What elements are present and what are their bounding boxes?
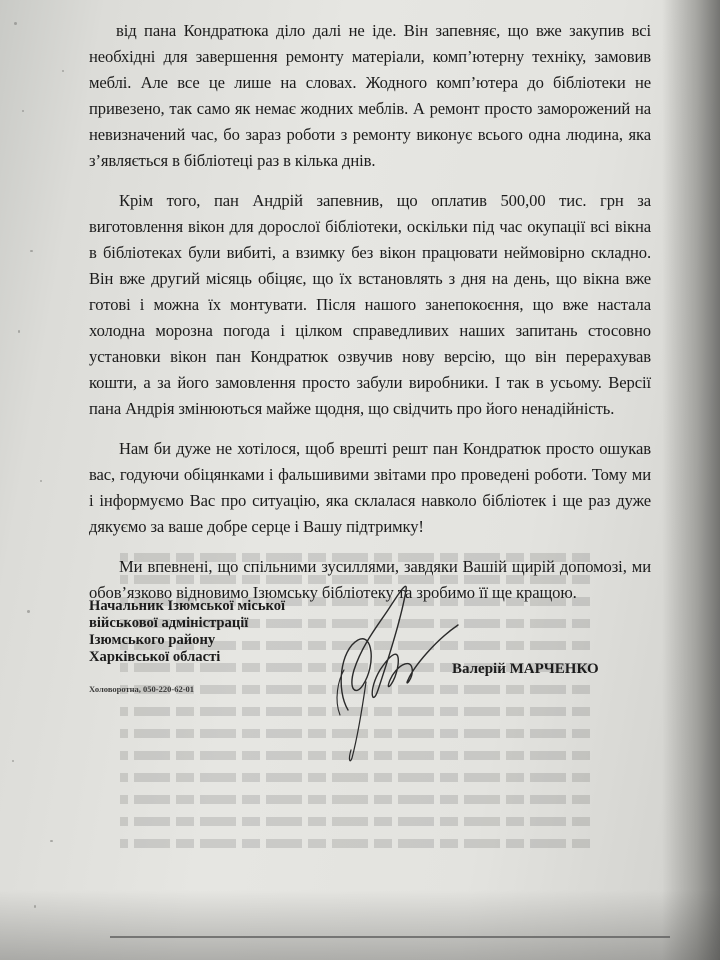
signatory-title-line: військової адміністрації (89, 615, 249, 631)
scan-speck (27, 610, 30, 613)
scan-speck (34, 905, 36, 908)
scan-speck (12, 760, 14, 762)
scan-speck (22, 110, 24, 112)
contact-line: Холоворотна, 050-220-62-01 (89, 684, 195, 694)
signatory-title (89, 598, 285, 666)
paragraph-3: Нам би дуже не хотілося, щоб врешті решт пан Кондратюк просто ошукав вас, годуючи обіцянками і фальшивими звітами про проведені роботи. Тому ми і інформуємо Вас про ситуацію, яка склалася навколо бібліотек і ще раз дуже дякуємо за ваше добре серце і Вашу підтримку! (89, 439, 651, 536)
signatory-title-line: Начальник Ізюмської міської (89, 598, 286, 614)
scan-speck (40, 480, 42, 482)
paragraph-4: Ми впевнені, що спільними зусиллями, завдяки Вашій щирій допомозі, ми обов’язково відновимо Ізюмську бібліотеку та зробимо її ще кращою. (89, 557, 651, 602)
bottom-rule (110, 936, 670, 938)
scan-speck (30, 250, 33, 252)
bottom-shadow (0, 890, 720, 960)
paragraph-2: Крім того, пан Андрій запевнив, що оплатив 500,00 тис. грн за виготовлення вікон для дорослої бібліотеки, оскільки під час окупації всі вікна в бібліотеках були вибиті, а взимку без вікон працювати неймовірно складно. Він вже другий місяць обіцяє, що їх встановлять з дня на день, що вікна вже готові і можна їх монтувати. Після нашого занепокоєння, що вже настала холодна морозна погода і цілком справедливих наших запитань стосовно установки вікон пан Кондратюк озвучив нову версію, що він перерахував кошти, а за його замовлення просто забули виробники. І так в усьому. Версії пана Андрія змінюються майже щодня, що свідчить про його ненадійність. (89, 191, 651, 418)
scan-speck (18, 330, 20, 333)
scan-speck (62, 70, 64, 72)
letter-body (89, 18, 651, 620)
handwritten-signature (318, 570, 468, 770)
signatory-title-line: Харківської області (89, 649, 221, 665)
paragraph-1: від пана Кондратюка діло далі не іде. Він запевняє, що вже закупив всі необхідні для завершення ремонту матеріали, комп’ютерну техніку, замовив меблі. Але все це лише на словах. Жодного комп’ютера до бібліотеки не привезено, так само як немає жодних меблів. А ремонт просто заморожений на невизначений час, бо зараз роботи з ремонту виконує всього одна людина, яка з’являється в бібліотеці раз в кілька днів. (89, 21, 651, 170)
signatory-name: Валерій МАРЧЕНКО (452, 661, 599, 677)
signatory-title-line: Ізюмського району (89, 632, 216, 648)
scan-speck (50, 840, 53, 842)
page-edge-shadow (662, 0, 720, 960)
scan-speck (14, 22, 17, 25)
